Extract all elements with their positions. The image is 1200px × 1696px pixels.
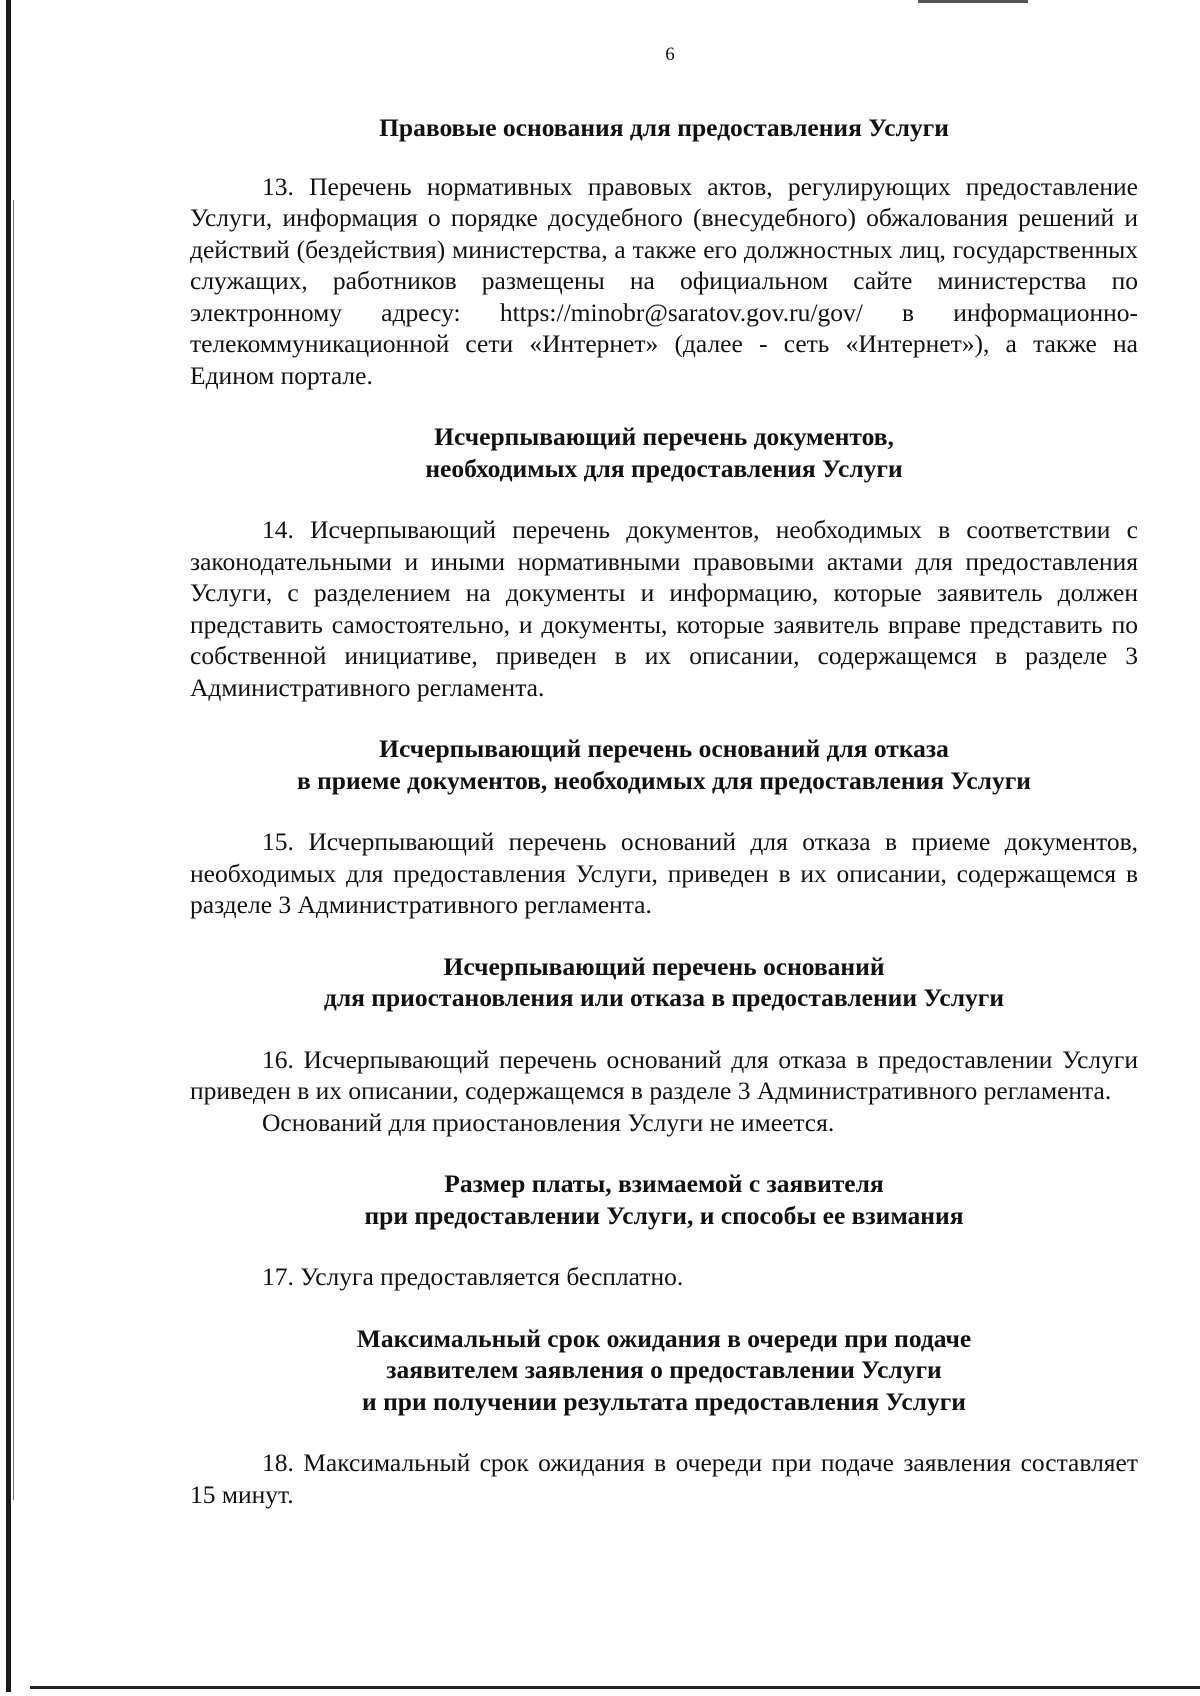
scan-left-shadow [13, 200, 14, 1500]
scan-bottom-edge [30, 1686, 1200, 1689]
section-heading-refusal-acceptance-line1: Исчерпывающий перечень оснований для отказа [379, 734, 949, 763]
section-heading-legal-basis: Правовые основания для предоставления Услуги [379, 113, 949, 142]
section-heading-suspension-line1: Исчерпывающий перечень оснований [443, 951, 885, 981]
section-heading-waiting-time-line3: и при получении результата предоставления Услуги [362, 1386, 966, 1416]
scan-left-edge [6, 0, 11, 1692]
section-heading-documents-line2: необходимых для предоставления Услуги [425, 453, 903, 483]
section-heading-refusal-acceptance-line2: в приеме документов, необходимых для предоставления Услуги [296, 765, 1032, 795]
paragraph-17: 17. Услуга предоставляется бесплатно. [262, 1262, 684, 1291]
paragraph-14: 14. Исчерпывающий перечень документов, необходимых в соответствии с законодательными и иными нормативными правовыми актами для предоставления Услуги, с разделением на документы и информацию, которые заявитель должен представить самостоятельно, и документы, которые заявитель вправе представить по собственной инициативе, приведен в их описании, содержащемся в разделе 3 Административного регламента. [190, 515, 1138, 702]
section-heading-fee-line1: Размер платы, взимаемой с заявителя [444, 1169, 884, 1198]
page-number: 6 [665, 44, 675, 65]
paragraph-16: 16. Исчерпывающий перечень оснований для отказа в предоставлении Услуги приведен в их описании, содержащемся в разделе 3 Административного регламента. [190, 1044, 1138, 1105]
section-heading-fee-line2: при предоставлении Услуги, и способы ее взимания [364, 1200, 964, 1230]
paragraph-18: 18. Максимальный срок ожидания в очереди при подаче заявления составляет 15 минут. [190, 1448, 1138, 1509]
section-heading-suspension-line2: для приостановления или отказа в предоставлении Услуги [323, 983, 1005, 1012]
scan-top-mark [918, 0, 1028, 3]
paragraph-15: 15. Исчерпывающий перечень оснований для отказа в приеме документов, необходимых для предоставления Услуги, приведен в их описании, содержащемся в разделе 3 Административного регламента. [190, 827, 1138, 919]
section-heading-waiting-time-line2: заявителем заявления о предоставлении Услуги [386, 1355, 942, 1384]
paragraph-13: 13. Перечень нормативных правовых актов, регулирующих предоставление Услуги, информация о порядке досудебного (внесудебного) обжалования решений и действий (бездействия) министерства, а также его должностных лиц, государственных служащих, работников размещены на официальном сайте министерства по электронному адресу: https://minobr@saratov.gov.ru/gov/ в информационно-телекоммуникационной сети «Интернет» (далее - сеть «Интернет»), а также на Едином портале. [190, 171, 1138, 390]
section-heading-documents-line1: Исчерпывающий перечень документов, [434, 422, 894, 451]
document-body [190, 112, 1138, 1510]
section-heading-waiting-time-line1: Максимальный срок ожидания в очереди при подаче [356, 1323, 972, 1353]
paragraph-16-note: Оснований для приостановления Услуги не имеется. [262, 1107, 835, 1137]
